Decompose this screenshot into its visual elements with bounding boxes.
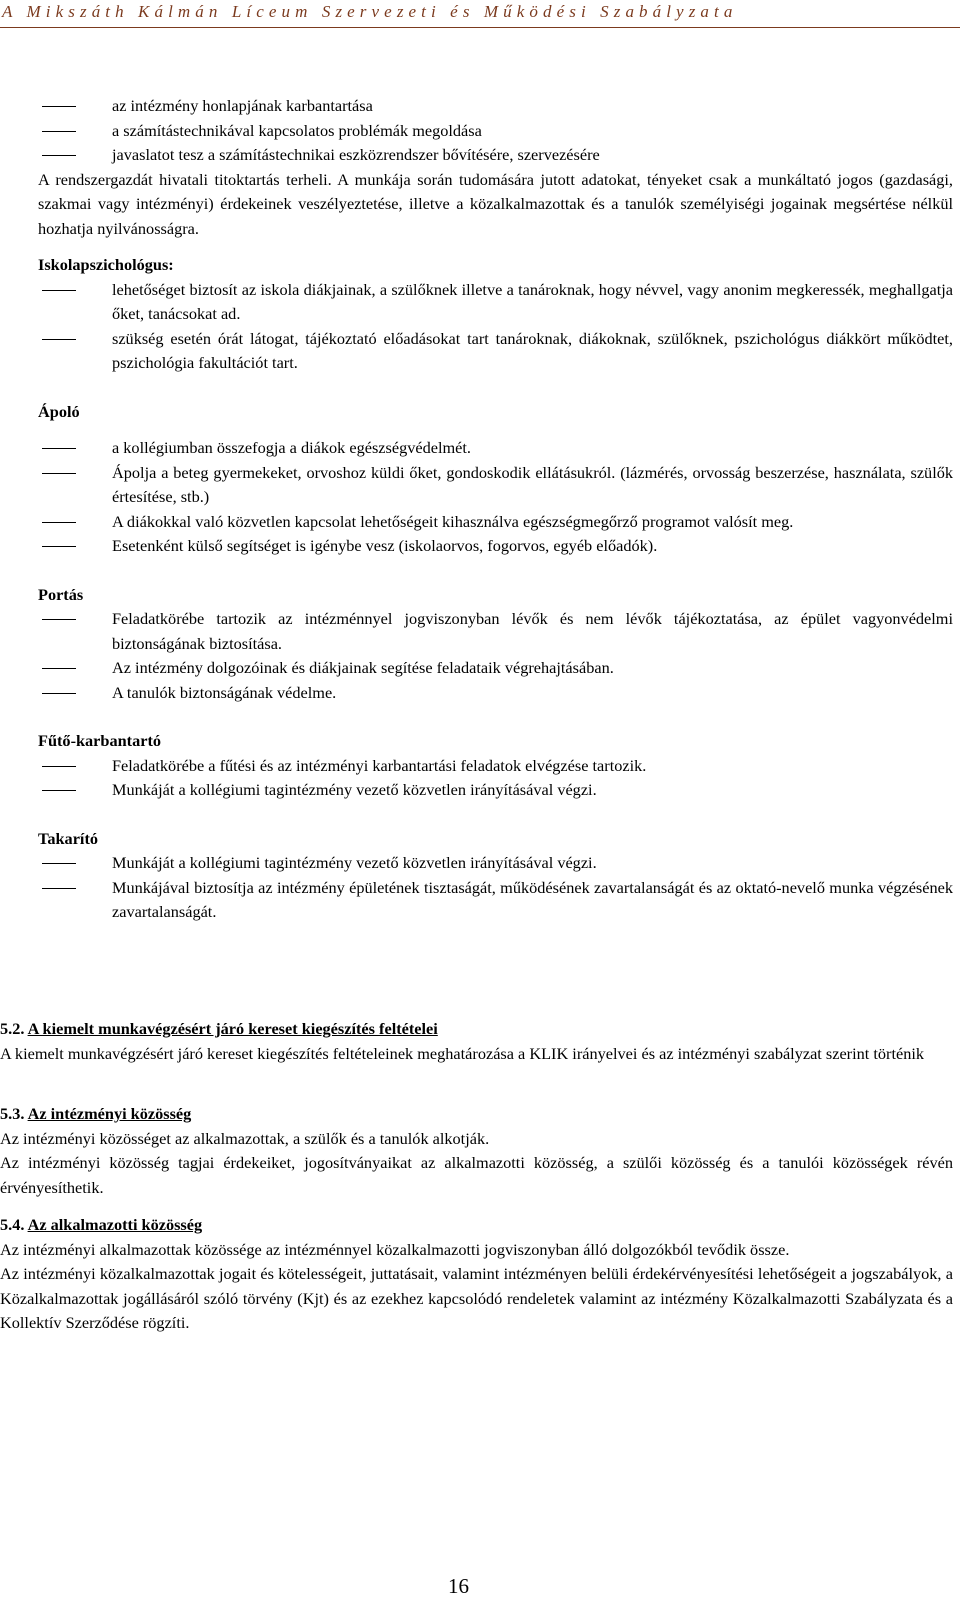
list-item: javaslatot tesz a számítástechnikai eszközrendszer bővítésére, szervezésére xyxy=(112,145,600,164)
section-title: 5.3. Az intézményi közösség xyxy=(0,1104,192,1123)
heading-iskolapszichologus: Iskolapszichológus: xyxy=(38,255,174,274)
list-item: A diákokkal való közvetlen kapcsolat lehetőségeit kihasználva egészségmegőrző programot valósít meg. xyxy=(112,511,794,531)
page-header-title: A Mikszáth Kálmán Líceum Szervezeti és Működési Szabályzata xyxy=(2,2,738,21)
section-5-3 xyxy=(0,1102,953,1200)
section-paragraph: Az intézményi közösséget az alkalmazottak, a szülők és a tanulók alkotják. xyxy=(0,1128,490,1148)
section-5-2 xyxy=(0,1017,953,1066)
heading-apolo: Ápoló xyxy=(38,401,80,421)
list-item: A tanulók biztonságának védelme. xyxy=(112,682,337,702)
section-paragraph: Az intézményi közalkalmazottak jogait és kötelességeit, juttatásait, valamint intézményen belüli érdekérvényesítési lehetőségeit a jogszabályok, a Közalkalmazottak jogállásáról szóló törvény (Kjt) és az ezekhez kapcsolódó rendeletek valamint az intézmény Közalkalmazotti Szabályzata és a Kollektív Szerződése rögzíti. xyxy=(0,1264,953,1332)
section-paragraph: Az intézményi közösség tagjai érdekeiket, jogosítványaikat az alkalmazotti közösség, a szülői közösség és a tanulói közösségek révén érvényesíthetik. xyxy=(0,1153,953,1197)
header-rule xyxy=(0,27,960,28)
list-item: Esetenként külső segítséget is igénybe vesz (iskolaorvos, fogorvos, egyéb előadók). xyxy=(112,536,658,555)
list-item: Ápolja a beteg gyermekeket, orvoshoz küldi őket, gondoskodik ellátásukról. (lázmérés, orvosság beszerzése, használata, szülők értesítése, stb.) xyxy=(112,462,953,506)
section-paragraph: A kiemelt munkavégzésért járó kereset kiegészítés feltételeinek meghatározása a KLIK irányelvei és az intézményi szabályzat szerint történik xyxy=(0,1043,925,1063)
section-5-4 xyxy=(0,1213,953,1336)
heading-futo-karbantarto: Fűtő-karbantartó xyxy=(38,731,162,750)
list-item: szükség esetén órát látogat, tájékoztató előadásokat tart tanároknak, diákoknak, szülőknek, pszichológus diákkört működtet, pszichológia fakultációt tart. xyxy=(112,328,953,372)
section-paragraph: Az intézményi alkalmazottak közössége az intézménnyel közalkalmazotti jogviszonyban álló dolgozókból tevődik össze. xyxy=(0,1239,790,1259)
list-item: Az intézmény dolgozóinak és diákjainak segítése feladataik végrehajtásában. xyxy=(112,658,614,677)
list-item: Munkáját a kollégiumi tagintézmény vezető közvetlen irányításával végzi. xyxy=(112,780,597,799)
main-content xyxy=(38,94,953,925)
list-item: az intézmény honlapjának karbantartása xyxy=(112,96,373,115)
list-item: Feladatkörébe tartozik az intézménnyel jogviszonyban lévők és nem lévők tájékoztatása, az épület vagyonvédelmi biztonságának biztosítása. xyxy=(112,609,953,653)
list-item: Feladatkörébe a fűtési és az intézményi karbantartási feladatok elvégzése tartozik. xyxy=(112,755,647,775)
list-item: lehetőséget biztosít az iskola diákjainak, a szülőknek illetve a tanároknak, hogy névvel, vagy anonim megkeressék, meghallgatja őket, tanácsokat ad. xyxy=(112,279,953,323)
heading-portas: Portás xyxy=(38,584,84,604)
list-item: a számítástechnikával kapcsolatos problémák megoldása xyxy=(112,120,482,140)
page-number: 16 xyxy=(448,1574,469,1598)
section-title: 5.2. A kiemelt munkavégzésért járó kereset kiegészítés feltételei xyxy=(0,1019,438,1038)
rendszergazda-paragraph: A rendszergazdát hivatali titoktartás terheli. A munkája során tudomására jutott adatokat, tényeket csak a munkáltató jogos (gazdasági, szakmai vagy intézményi) érdekeinek veszélyeztetése, illetve a közalkalmazottak és a tanulók személyiségi jogainak megsértése nélkül hozhatja nyilvánosságra. xyxy=(38,169,953,238)
heading-takarito: Takarító xyxy=(38,828,99,848)
list-item: a kollégiumban összefogja a diákok egészségvédelmét. xyxy=(112,438,471,457)
list-item: Munkájával biztosítja az intézmény épületének tisztaságát, működésének zavartalanságát és az oktató-nevelő munka végzésének zavartalanságát. xyxy=(112,877,953,921)
list-item: Munkáját a kollégiumi tagintézmény vezető közvetlen irányításával végzi. xyxy=(112,853,597,872)
section-title: 5.4. Az alkalmazotti közösség xyxy=(0,1215,203,1234)
